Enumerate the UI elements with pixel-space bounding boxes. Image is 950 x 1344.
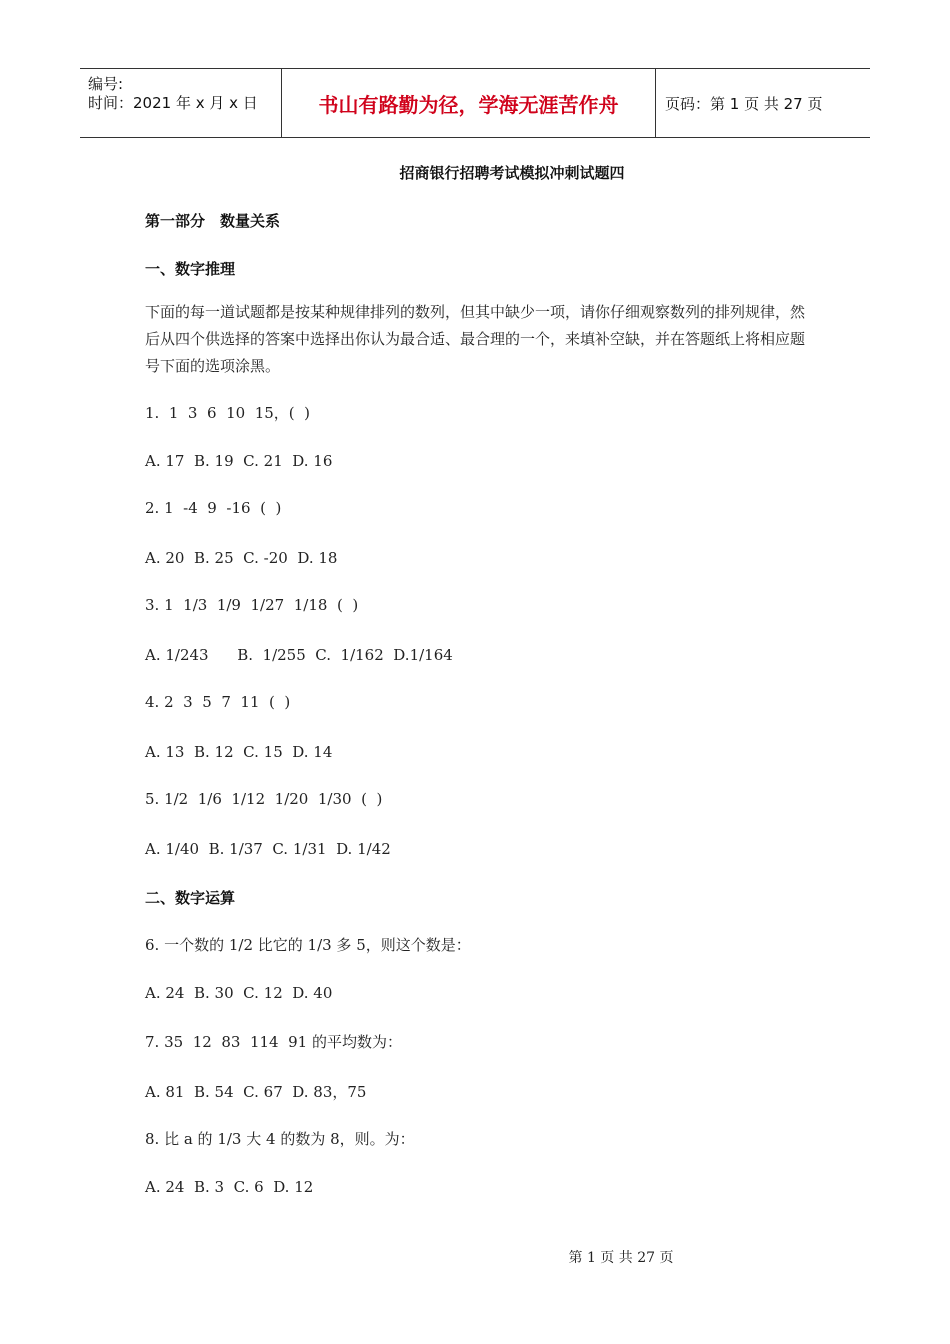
page-label: 页码：第 1 页 共 27 页 (665, 94, 823, 113)
number-label: 编号: (88, 75, 124, 93)
part-heading: 第一部分 数量关系 (145, 212, 281, 230)
question-4-options: A. 13 B. 12 C. 15 D. 14 (145, 743, 333, 761)
header-info-cell (80, 69, 281, 137)
page-footer: 第 1 页 共 27 页 (568, 1250, 674, 1266)
question-1-options: A. 17 B. 19 C. 21 D. 16 (145, 452, 333, 470)
question-4: 4. 2 3 5 7 11 ( ) (145, 693, 291, 711)
question-6: 6. 一个数的 1/2 比它的 1/3 多 5，则这个数是： (145, 936, 471, 954)
question-3-options: A. 1/243 B. 1/255 C. 1/162 D.1/164 (145, 646, 453, 664)
question-5-options: A. 1/40 B. 1/37 C. 1/31 D. 1/42 (145, 840, 391, 858)
question-2-options: A. 20 B. 25 C. -20 D. 18 (145, 549, 338, 567)
question-8-options: A. 24 B. 3 C. 6 D. 12 (145, 1178, 314, 1196)
question-8: 8. 比 a 的 1/3 大 4 的数为 8，则。为： (145, 1130, 415, 1148)
question-5: 5. 1/2 1/6 1/12 1/20 1/30 ( ) (145, 790, 383, 808)
header-page-cell (655, 69, 870, 137)
section-heading-number-operations: 二、数字运算 (145, 889, 236, 907)
header-motto: 书山有路勤为径，学海无涯苦作舟 (281, 69, 656, 137)
question-7: 7. 35 12 83 114 91 的平均数为： (145, 1033, 402, 1051)
question-7-options: A. 81 B. 54 C. 67 D. 83，75 (145, 1083, 367, 1101)
question-3: 3. 1 1/3 1/9 1/27 1/18 ( ) (145, 596, 359, 614)
question-1: 1. 1 3 6 10 15，( ) (145, 404, 311, 422)
question-6-options: A. 24 B. 30 C. 12 D. 40 (145, 984, 333, 1002)
section-heading-number-reasoning: 一、数字推理 (145, 260, 236, 278)
document-title: 招商银行招聘考试模拟冲刺试题四 (399, 164, 625, 182)
page-header (80, 68, 870, 138)
section-intro: 下面的每一道试题都是按某种规律排列的数列，但其中缺少一项，请你仔细观察数列的排列规律，然后从四个供选择的答案中选择出你认为最合适、最合理的一个，来填补空缺，并在答题纸上将相应题号下面的选项涂黑。 (145, 303, 806, 375)
time-label: 时间：2021 年 x 月 x 日 (88, 94, 258, 112)
question-2: 2. 1 -4 9 -16 ( ) (145, 499, 282, 517)
